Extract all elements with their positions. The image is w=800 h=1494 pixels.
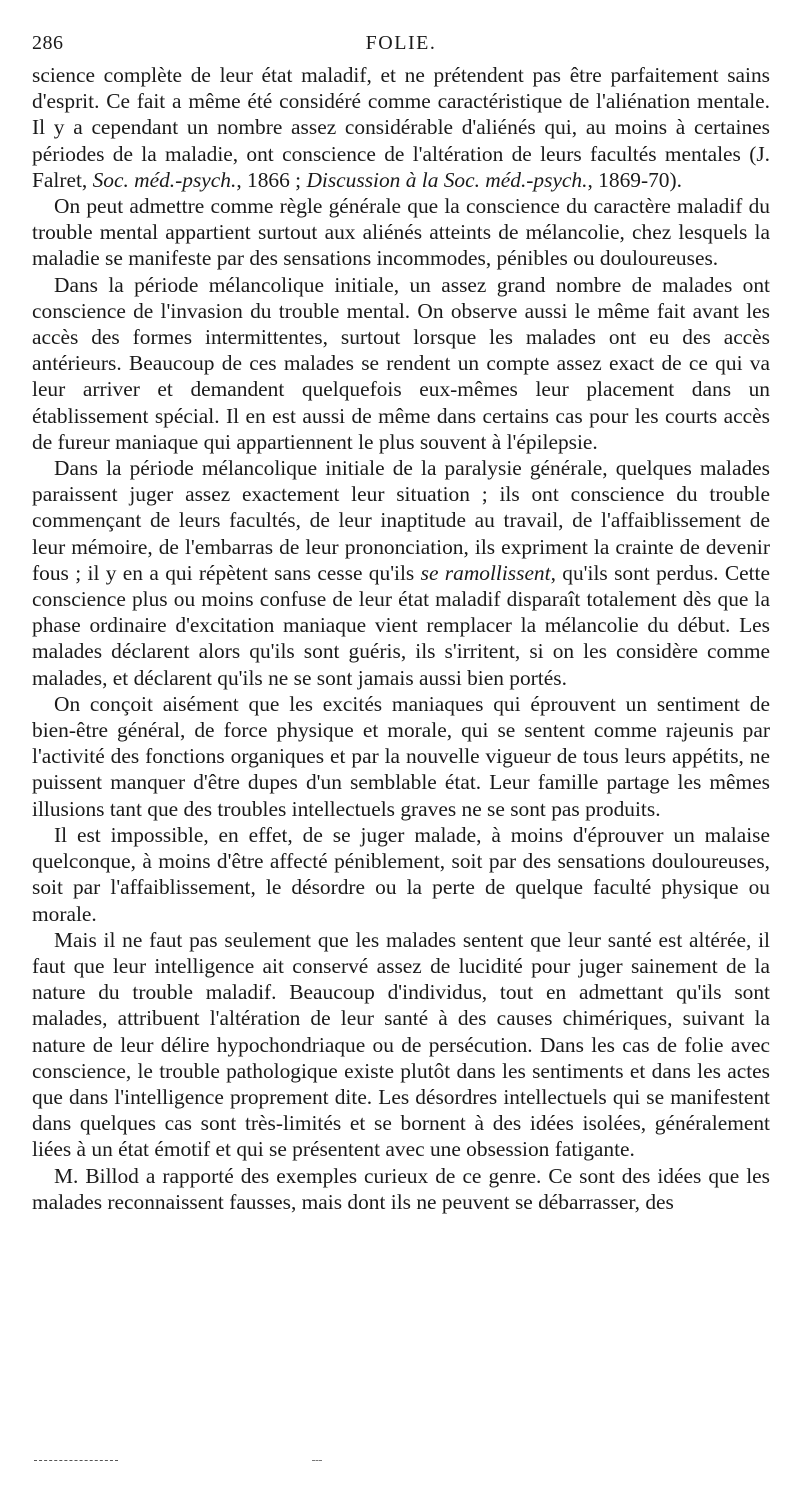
italic-citation: se ramollissent: [420, 560, 551, 585]
paragraph: [32, 1163, 770, 1215]
footer-mark: [312, 1460, 322, 1461]
paragraph-text: Dans la période mélancolique initiale, un assez grand nombre de malades ont conscience de l'invasion du trouble mental. On observe aussi le même fait avant les accès des formes intermittentes, surtout lorsque les malades ont eu des accès antérieurs. Beaucoup de ces malades se rendent un compte assez exact de ce qui va leur arriver et demandent quelquefois eux-mêmes leur placement dans un établissement spécial. Il en est aussi de même dans certains cas pour les courts accès de fureur maniaque qui appartiennent le plus souvent à l'épilepsie.: [32, 272, 770, 454]
body-text: [32, 62, 770, 1215]
paragraph: [32, 193, 770, 272]
paragraph: [32, 455, 770, 691]
paragraph: [32, 822, 770, 927]
page-header: [32, 28, 770, 62]
page-number: 286: [32, 32, 64, 54]
italic-citation: Soc. méd.-psych.: [92, 167, 237, 192]
paragraph-text: On peut admettre comme règle générale que la conscience du caractère maladif du trouble mental appartient surtout aux aliénés atteints de mélancolie, chez lesquels la maladie se manifeste par des sensations incommodes, pénibles ou douloureuses.: [32, 194, 770, 271]
paragraph-text: Dans la période mélancolique initiale de la paralysie générale, quelques malades paraissent juger assez exactement leur situation ; ils ont conscience du trouble commençant de leurs facultés, de leur inaptitude au travail, de l'affaiblissement de leur mémoire, de l'embarras de leur prononciation, ils expriment la crainte de devenir fous ; il y en a qui répètent sans cesse qu'ils: [32, 456, 770, 585]
paragraph: [32, 927, 770, 1163]
paragraph: [32, 272, 770, 455]
paragraph-text: , qu'ils sont perdus. Cette conscience plus ou moins confuse de leur état maladif disparaît totalement dès que la phase ordinaire d'excitation maniaque vient remplacer la mélancolie du début. Les malades déclarent alors qu'ils sont guéris, ils s'irritent, si on les considère comme malades, et déclarent qu'ils ne se sont jamais aussi bien portés.: [32, 560, 770, 690]
paragraph-text: , 1866 ;: [236, 167, 307, 192]
paragraph-text: M. Billod a rapporté des exemples curieux de ce genre. Ce sont des idées que les malades reconnaissent fausses, mais dont ils ne peuvent se débarrasser, des: [32, 1163, 770, 1214]
italic-citation: Discussion à la Soc. méd.-psych.: [306, 167, 588, 192]
paragraph-text: science complète de leur état maladif, et ne prétendent pas être parfaitement sains d'esprit. Ce fait a même été considéré comme caractéristique de l'aliénation mentale. Il y a cependant un nombre assez considérable d'aliénés qui, au moins à certaines périodes de la maladie, ont conscience de l'altération de leurs facultés mentales (J. Falret,: [32, 63, 770, 192]
book-page: [32, 28, 770, 1215]
paragraph: [32, 62, 770, 193]
paragraph-text: Mais il ne faut pas seulement que les malades sentent que leur santé est altérée, il faut que leur intelligence ait conservé assez de lucidité pour juger sainement de la nature du trouble maladif. Beaucoup d'individus, tout en admettant qu'ils sont malades, attribuent l'altération de leur santé à des causes chimériques, suivant la nature de leur délire hypochondriaque ou de persécution. Dans les cas de folie avec conscience, le trouble pathologique existe plutôt dans les sentiments et dans les actes que dans l'intelligence proprement dite. Les désordres intellectuels qui se manifestent dans quelques cas sont très-limités et se bornent à des idées isolées, généralement liées à un état émotif et qui se présentent avec une obsession fatigante.: [32, 927, 770, 1162]
paragraph-text: On conçoit aisément que les excités maniaques qui éprouvent un sentiment de bien-être général, de force physique et morale, qui se sentent comme rajeunis par l'activité des fonctions organiques et par la nouvelle vigueur de tous leurs appétits, ne puissent manquer d'être dupes d'un semblable état. Leur famille partage les mêmes illusions tant que des troubles intellectuels graves ne se sont pas produits.: [32, 691, 770, 821]
footer-rule: [34, 1460, 118, 1461]
paragraph-text: , 1869-70).: [587, 167, 682, 192]
paragraph-text: Il est impossible, en effet, de se juger malade, à moins d'éprouver un malaise quelconque, à moins d'être affecté péniblement, soit par des sensations douloureuses, soit par l'affaiblissement, le désordre ou la perte de quelque faculté physique ou morale.: [32, 822, 770, 926]
running-title: FOLIE.: [365, 32, 437, 54]
paragraph: [32, 691, 770, 822]
